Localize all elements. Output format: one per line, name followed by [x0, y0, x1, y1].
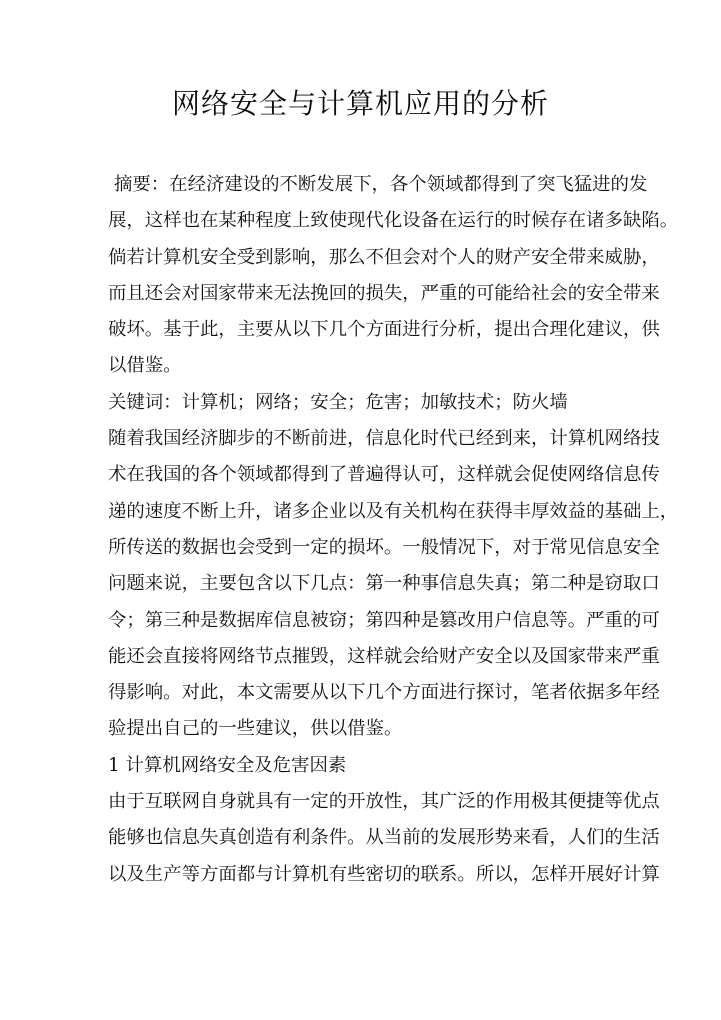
text-line: 倘若计算机安全受到影响，那么不但会对个人的财产安全带来威胁，: [108, 246, 660, 268]
text-line: 术在我国的各个领域都得到了普遍得认可，这样就会促使网络信息传: [108, 464, 660, 486]
text-line: 所传送的数据也会受到一定的损坏。一般情况下，对于常见信息安全: [108, 536, 660, 558]
document-title: 网络安全与计算机应用的分析: [171, 87, 549, 120]
text-line: 由于互联网自身就具有一定的开放性，其广泛的作用极其便捷等优点: [108, 791, 660, 813]
text-line: 展，这样也在某种程度上致使现代化设备在运行的时候存在诸多缺陷。: [108, 210, 679, 232]
text-line: 以借鉴。: [108, 355, 182, 377]
text-line: 能还会直接将网络节点摧毁，这样就会给财产安全以及国家带来严重: [108, 645, 660, 667]
document-body: [108, 167, 679, 893]
text-line: 递的速度不断上升，诸多企业以及有关机构在获得丰厚效益的基础上，: [108, 500, 679, 522]
text-line: 1 计算机网络安全及危害因素: [108, 754, 347, 776]
text-line: 关键词：计算机；网络；安全；危害；加敏技术；防火墙: [108, 391, 568, 413]
text-line: 而且还会对国家带来无法挽回的损失，严重的可能给社会的安全带来: [108, 282, 660, 304]
text-line: 破坏。基于此，主要从以下几个方面进行分析，提出合理化建议，供: [108, 319, 660, 341]
text-line: 随着我国经济脚步的不断前进，信息化时代已经到来，计算机网络技: [108, 428, 660, 450]
text-line: 能够也信息失真创造有利条件。从当前的发展形势来看，人们的生活: [108, 827, 660, 849]
text-line: 验提出自己的一些建议，供以借鉴。: [108, 718, 403, 740]
text-line: 得影响。对此，本文需要从以下几个方面进行探讨，笔者依据多年经: [108, 682, 660, 704]
text-line: 问题来说，主要包含以下几点：第一种事信息失真；第二种是窃取口: [108, 573, 660, 595]
text-line: 以及生产等方面都与计算机有些密切的联系。所以，怎样开展好计算: [108, 863, 660, 885]
text-line: 令；第三种是数据库信息被窃；第四种是篡改用户信息等。严重的可: [108, 609, 660, 631]
text-line: 摘要：在经济建设的不断发展下，各个领域都得到了突飞猛进的发: [114, 174, 648, 195]
